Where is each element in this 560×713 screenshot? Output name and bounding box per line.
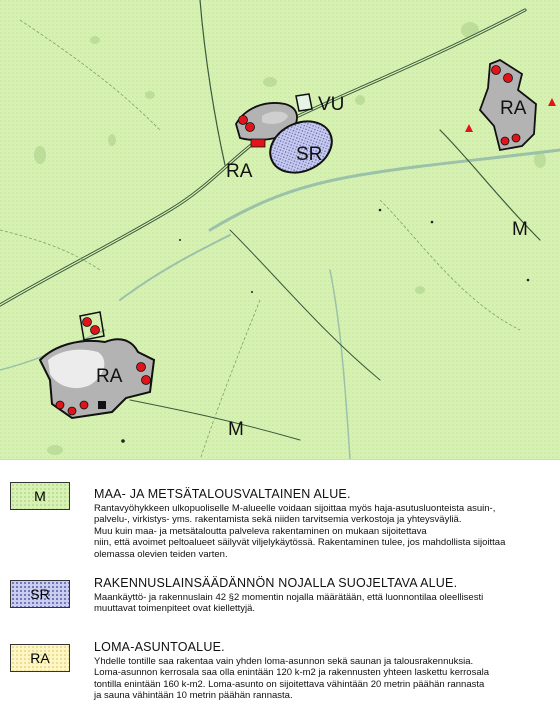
vu-label: VU: [318, 94, 345, 115]
ra-label-topright: RA: [500, 98, 527, 119]
map-legend: [0, 460, 560, 713]
legend-code-sr: SR: [30, 586, 50, 602]
m-label-bottom: M: [228, 419, 244, 440]
legend-desc-sr: Maankäyttö- ja rakennuslain 42 §2 momentin nojalla määrätään, että luonnontilaa oleellisesti muuttavat toimenpiteet ovat kiellettyjä.: [94, 592, 484, 615]
legend-title-sr: RAKENNUSLAINSÄÄDÄNNÖN NOJALLA SUOJELTAVA ALUE.: [94, 576, 458, 590]
legend-swatch-m: [10, 482, 70, 510]
legend-desc-m: Rantavyöhykkeen ulkopuoliselle M-alueelle voidaan sijoittaa myös haja-asutusluonteista asuin-, palvelu-, virkistys- yms. rakentamista sekä niiden tarvitsemia verkostoja ja yhteysväyliä. Muu kuin maa- ja metsätaloutta palveleva rakentaminen on mukaan sijoitettava niin, että avoimet peltoalueet säilyvät viljelykäytössä. Rakentaminen tulee, jos mahdollista sijoittaa olemassa olevien teiden varten.: [94, 503, 506, 560]
vu-area: [296, 94, 312, 111]
legend-desc-ra: Yhdelle tontille saa rakentaa vain yhden loma-asunnon sekä saunan ja talousrakennuksia. Loma-asunnon kerrosala saa olla enintään 120 k-m2 ja rakennusten yhteen laskettu kerrosala tontilla enintään 160 k-m2. Loma-asunto on sijoitettava vähintään 20 metrin päähän rannasta ja sauna vähintään 10 metrin päähän rannasta.: [94, 656, 490, 702]
m-label-right: M: [512, 219, 528, 240]
legend-title-m: MAA- JA METSÄTALOUSVALTAINEN ALUE.: [94, 487, 351, 501]
building-marker: [98, 401, 106, 409]
legend-title-ra: LOMA-ASUNTOALUE.: [94, 640, 225, 654]
legend-swatch-ra: [10, 644, 70, 672]
legend-code-m: M: [34, 488, 46, 504]
sr-label: SR: [296, 144, 323, 165]
ra-label-center: RA: [226, 161, 253, 182]
ra-label-bottomleft: RA: [96, 366, 123, 387]
legend-swatch-sr: [10, 580, 70, 608]
legend-code-ra: RA: [30, 650, 50, 666]
